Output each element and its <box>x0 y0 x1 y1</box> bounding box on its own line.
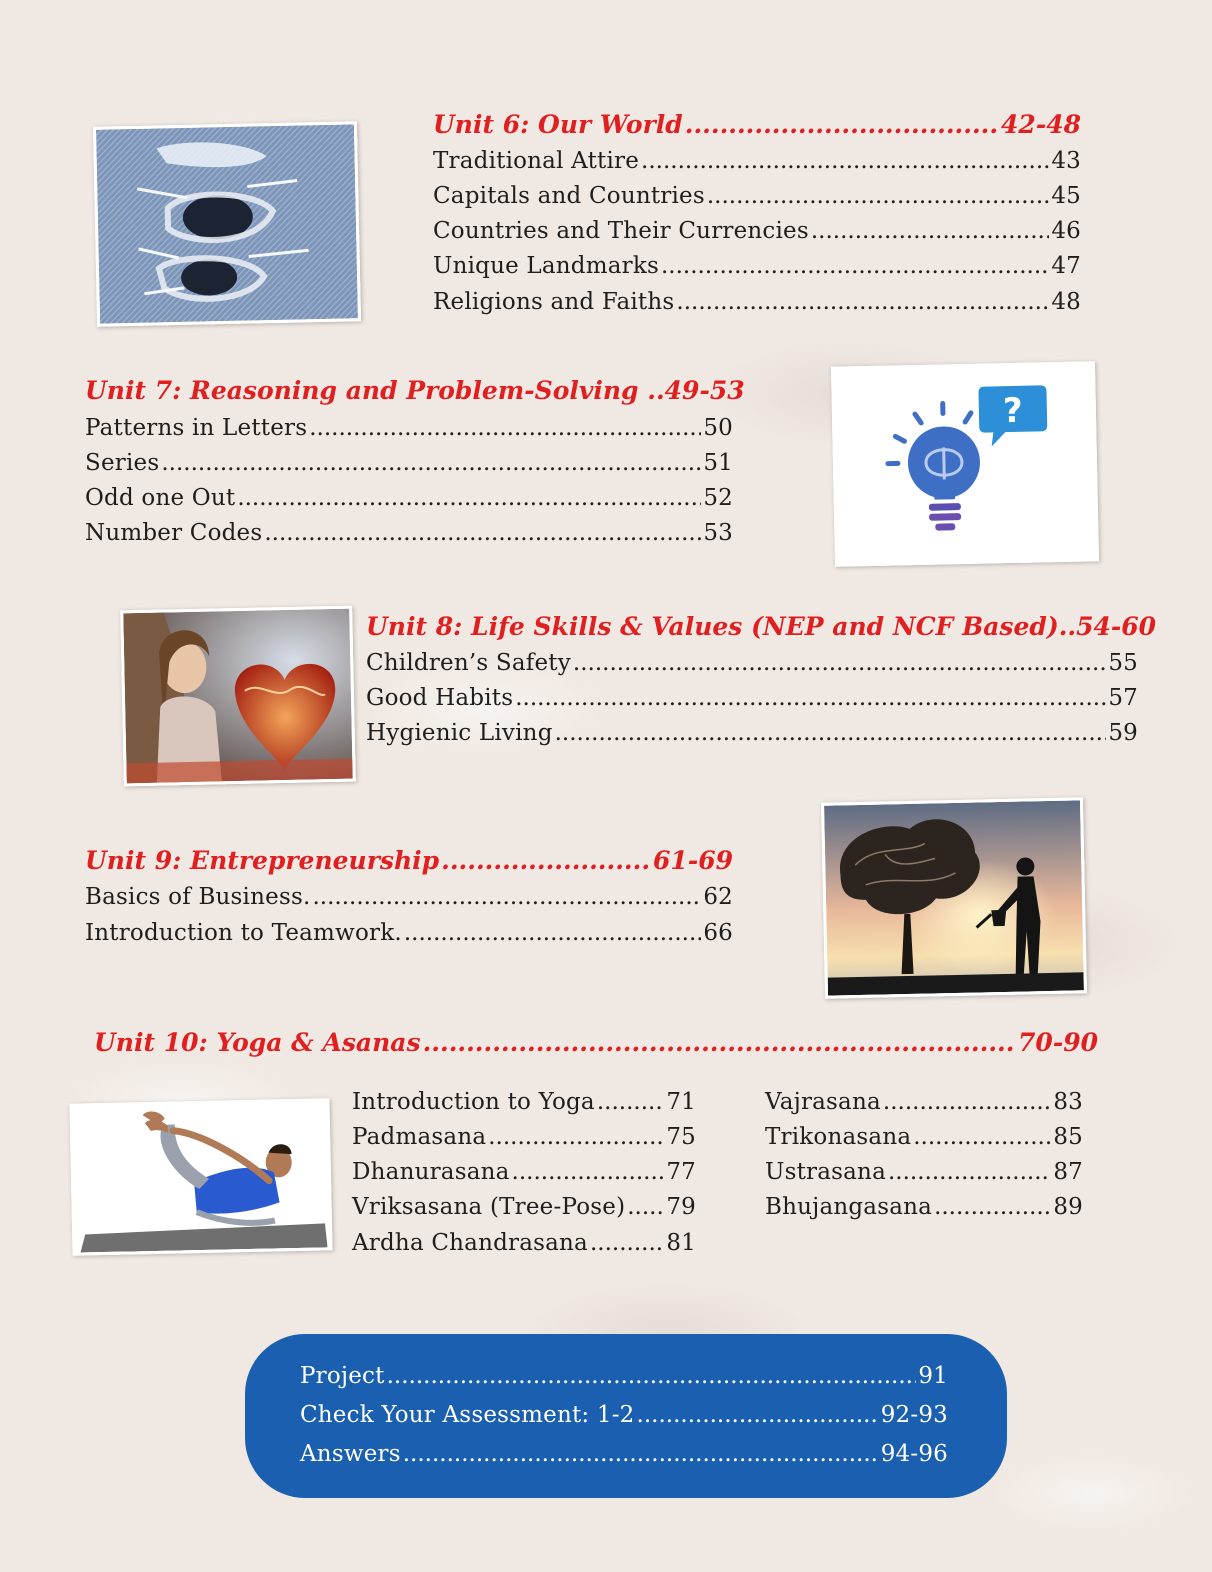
unit-10-item[interactable] <box>352 1085 696 1120</box>
toc-item-label: Vriksasana (Tree-Pose) <box>352 1194 626 1220</box>
toc-item-page: 51 <box>703 450 733 476</box>
unit-6-title[interactable] <box>433 110 1081 144</box>
toc-leader <box>515 681 1106 716</box>
toc-item-label: Introduction to Yoga <box>352 1089 595 1115</box>
unit-6-item[interactable] <box>433 249 1081 284</box>
toc-item-page: 77 <box>666 1159 696 1185</box>
toc-item-label: Introduction to Teamwork. <box>85 920 402 946</box>
lightbulb-brain-question-icon <box>831 361 1099 566</box>
toc-item-label: Project <box>300 1363 385 1389</box>
toc-item-page: 50 <box>703 415 733 441</box>
unit-9-leader <box>441 846 651 875</box>
toc-leader <box>555 716 1107 751</box>
unit-8-pages: 54-60 <box>1076 612 1157 641</box>
unit-8-title[interactable] <box>366 612 1157 646</box>
torn-denim-image <box>96 124 358 323</box>
toc-item-page: 45 <box>1051 183 1081 209</box>
unit-7-title[interactable] <box>85 376 745 410</box>
toc-leader <box>237 481 701 516</box>
toc-leader <box>404 916 701 951</box>
toc-item-page: 83 <box>1053 1089 1083 1115</box>
toc-item-page: 85 <box>1053 1124 1083 1150</box>
unit-8-item[interactable] <box>366 646 1138 681</box>
toc-item-page: 75 <box>666 1124 696 1150</box>
toc-item-page: 87 <box>1053 1159 1083 1185</box>
unit-6-pages: 42-48 <box>1001 110 1081 139</box>
toc-leader <box>888 1155 1051 1190</box>
extras-item-answers[interactable] <box>300 1435 948 1474</box>
toc-item-page: 89 <box>1053 1194 1083 1220</box>
toc-item-page: 46 <box>1051 218 1081 244</box>
unit-6-item[interactable] <box>433 214 1081 249</box>
unit-10-leader <box>423 1028 1016 1057</box>
yoga-bow-pose-photo <box>69 1098 332 1255</box>
toc-item-label: Children’s Safety <box>366 650 571 676</box>
toc-leader <box>627 1190 664 1225</box>
unit-8-item[interactable] <box>366 681 1138 716</box>
toc-leader <box>676 285 1049 320</box>
toc-item-label: Answers <box>300 1441 401 1467</box>
toc-item-page: 91 <box>918 1363 948 1389</box>
unit-6-item[interactable] <box>433 179 1081 214</box>
toc-item-label: Basics of Business. <box>85 884 311 910</box>
toc-item-page: 43 <box>1051 148 1081 174</box>
unit-9-pages: 61-69 <box>653 846 733 875</box>
unit-9-item[interactable] <box>85 916 733 951</box>
toc-item-page: 81 <box>666 1230 696 1256</box>
unit-10-pages: 70-90 <box>1018 1028 1098 1057</box>
toc-item-page: 53 <box>703 520 733 546</box>
unit-8-item[interactable] <box>366 716 1138 751</box>
unit-6-item[interactable] <box>433 285 1081 320</box>
svg-text:?: ? <box>1002 390 1024 432</box>
toc-leader <box>707 179 1049 214</box>
lightbulb-icon <box>834 364 1096 563</box>
unit-6-title-text: Unit 6: Our World <box>433 110 683 139</box>
toc-item-label: Bhujangasana <box>765 1194 933 1220</box>
toc-leader <box>312 880 701 915</box>
unit-10-item[interactable] <box>765 1120 1083 1155</box>
toc-leader <box>883 1085 1051 1120</box>
toc-item-label: Trikonasana <box>765 1124 912 1150</box>
toc-item-label: Number Codes <box>85 520 263 546</box>
toc-leader <box>590 1226 664 1261</box>
unit-7-item[interactable] <box>85 411 733 446</box>
toc-item-page: 47 <box>1051 253 1081 279</box>
toc-item-label: Capitals and Countries <box>433 183 705 209</box>
toc-item-label: Ustrasana <box>765 1159 886 1185</box>
extras-item-assessment[interactable] <box>300 1396 948 1435</box>
toc-item-page: 79 <box>666 1194 696 1220</box>
toc-item-page: 94-96 <box>880 1441 948 1467</box>
toc-item-label: Patterns in Letters <box>85 415 308 441</box>
torn-denim-photo <box>93 121 361 326</box>
toc-leader <box>934 1190 1051 1225</box>
toc-item-page: 62 <box>703 884 733 910</box>
toc-item-label: Religions and Faiths <box>433 289 675 315</box>
toc-item-label: Good Habits <box>366 685 514 711</box>
toc-item-label: Dhanurasana <box>352 1159 510 1185</box>
toc-leader <box>661 249 1049 284</box>
unit-7-title-text: Unit 7: Reasoning and Problem-Solving .. <box>85 376 665 405</box>
toc-leader <box>637 1396 879 1435</box>
yoga-pose-image <box>72 1101 329 1252</box>
toc-leader <box>811 214 1049 249</box>
toc-item-page: 71 <box>666 1089 696 1115</box>
toc-leader <box>488 1120 664 1155</box>
toc-leader <box>264 516 701 551</box>
unit-10-item[interactable] <box>352 1190 696 1225</box>
toc-item-page: 52 <box>703 485 733 511</box>
extras-box <box>245 1334 1007 1498</box>
toc-item-label: Ardha Chandrasana <box>352 1230 588 1256</box>
toc-item-label: Odd one Out <box>85 485 236 511</box>
unit-7-item[interactable] <box>85 516 733 551</box>
unit-7-item[interactable] <box>85 446 733 481</box>
unit-10-item[interactable] <box>352 1155 696 1190</box>
unit-10-item[interactable] <box>765 1085 1083 1120</box>
toc-item-label: Padmasana <box>352 1124 487 1150</box>
toc-item-label: Hygienic Living <box>366 720 553 746</box>
unit-10-item[interactable] <box>352 1226 696 1261</box>
unit-6-leader <box>685 110 999 139</box>
toc-item-label: Unique Landmarks <box>433 253 659 279</box>
toc-leader <box>161 446 701 481</box>
toc-leader <box>403 1435 879 1474</box>
unit-9-title[interactable] <box>85 846 733 880</box>
toc-item-page: 55 <box>1108 650 1138 676</box>
toc-item-page: 59 <box>1108 720 1138 746</box>
unit-10-title-text: Unit 10: Yoga & Asanas <box>94 1028 421 1057</box>
toc-leader <box>309 411 701 446</box>
toc-item-page: 48 <box>1051 289 1081 315</box>
unit-6-item[interactable] <box>433 144 1081 179</box>
toc-item-label: Check Your Assessment: 1-2 <box>300 1402 635 1428</box>
toc-leader <box>387 1357 917 1396</box>
toc-item-label: Countries and Their Currencies <box>433 218 809 244</box>
toc-item-label: Series <box>85 450 160 476</box>
unit-9-item[interactable] <box>85 880 733 915</box>
watering-brain-tree-photo <box>821 797 1087 998</box>
toc-leader <box>913 1120 1051 1155</box>
girl-heart-image <box>123 609 353 784</box>
girl-with-heart-photo <box>120 606 356 787</box>
unit-10-item[interactable] <box>765 1190 1083 1225</box>
toc-item-label: Vajrasana <box>765 1089 881 1115</box>
unit-10-title[interactable] <box>94 1028 1098 1062</box>
toc-leader <box>512 1155 665 1190</box>
unit-7-item[interactable] <box>85 481 733 516</box>
toc-item-page: 66 <box>703 920 733 946</box>
toc-item-label: Traditional Attire <box>433 148 640 174</box>
unit-10-item[interactable] <box>352 1120 696 1155</box>
toc-leader <box>641 144 1049 179</box>
unit-8-title-text: Unit 8: Life Skills & Values (NEP and NCF Based).. <box>366 612 1077 641</box>
unit-7-pages: 49-53 <box>664 376 745 405</box>
toc-item-page: 92-93 <box>880 1402 948 1428</box>
unit-9-title-text: Unit 9: Entrepreneurship <box>85 846 440 875</box>
brain-tree-image <box>824 800 1084 995</box>
toc-leader <box>573 646 1106 681</box>
unit-10-item[interactable] <box>765 1155 1083 1190</box>
extras-item-project[interactable] <box>300 1357 948 1396</box>
toc-leader <box>597 1085 664 1120</box>
toc-item-page: 57 <box>1108 685 1138 711</box>
